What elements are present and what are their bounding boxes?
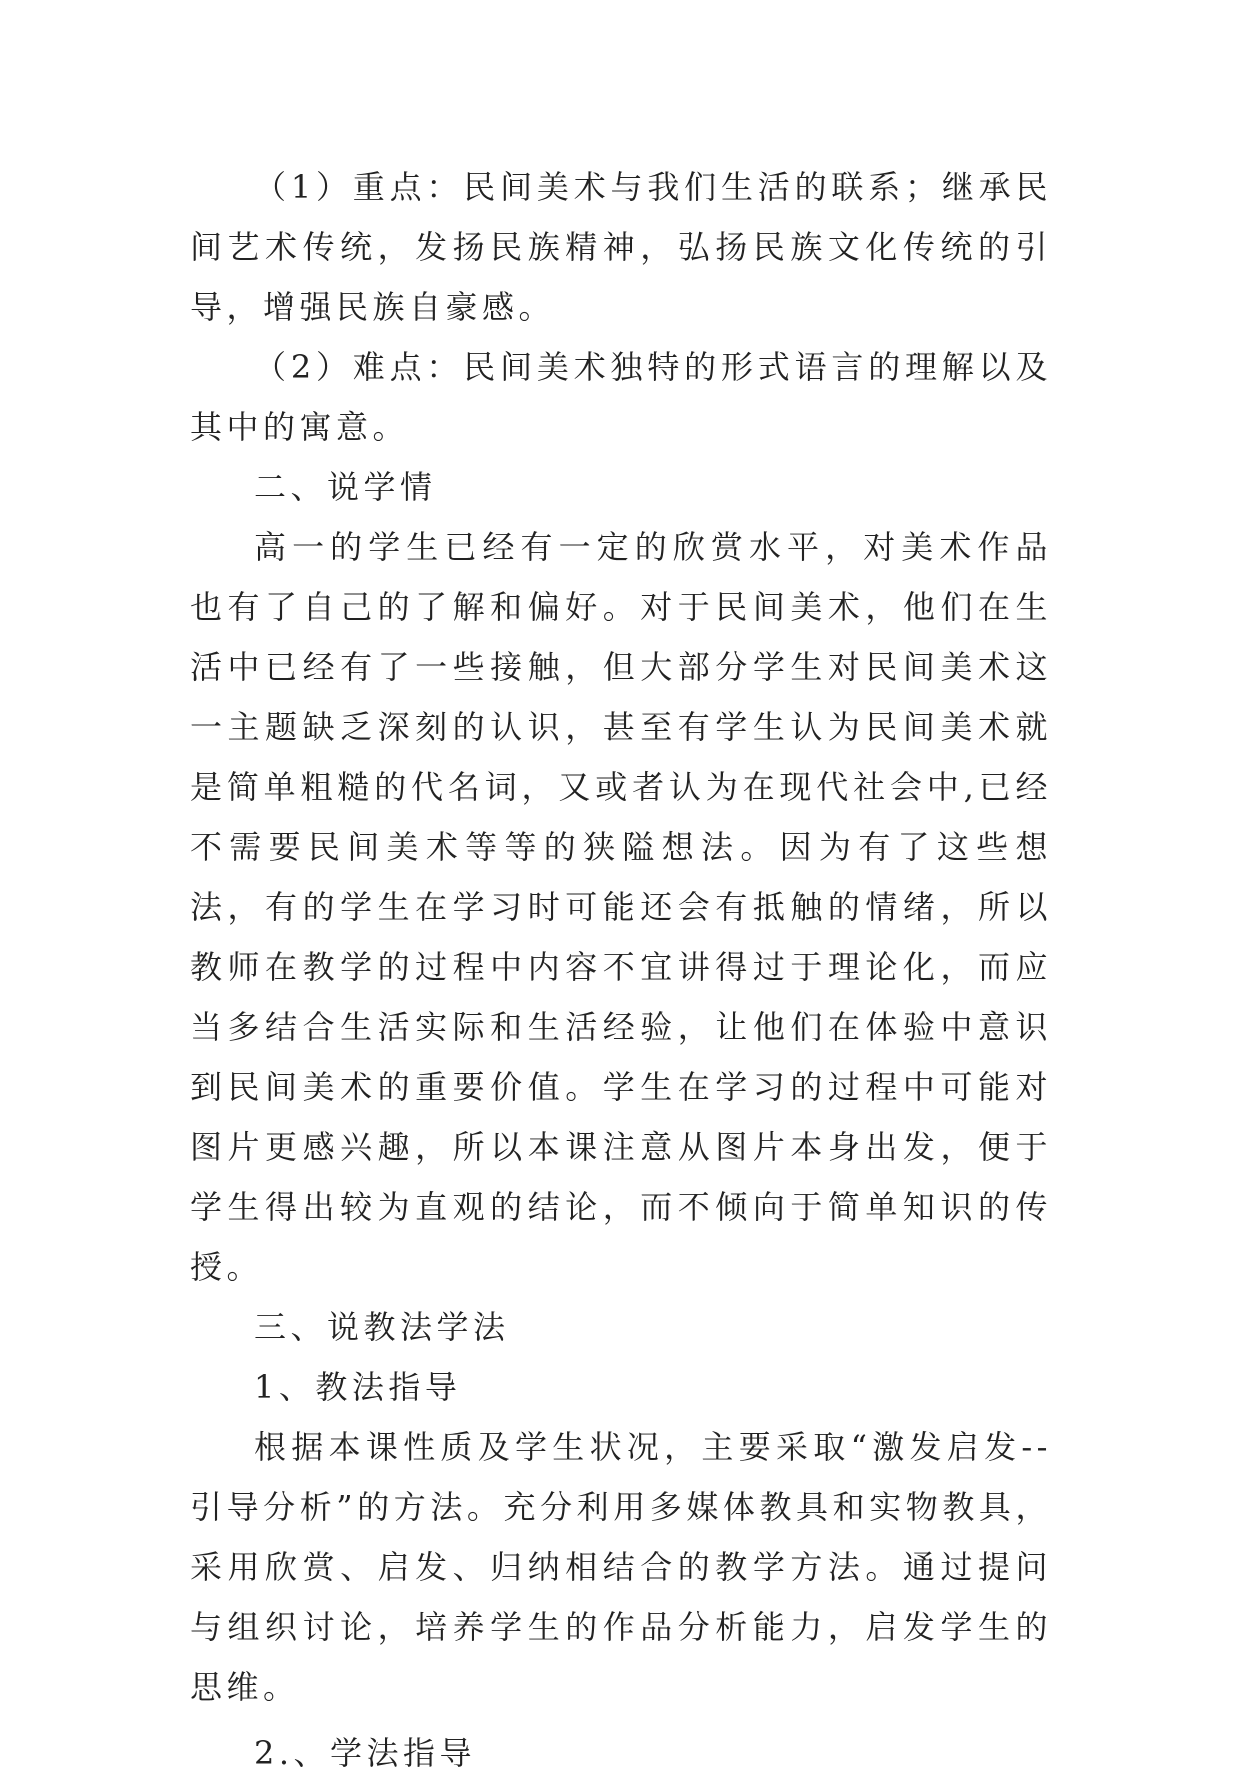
subheading-teaching-guidance: 1、教法指导 (254, 1368, 462, 1406)
paragraph-student-analysis: 高一的学生已经有一定的欣赏水平，对美术作品也有了自己的了解和偏好。对于民间美术，他们在生活中已经有了一些接触，但大部分学生对民间美术这一主题缺乏深刻的认识，甚至有学生认为民间美术就是简单粗糙的代名词，又或者认为在现代社会中,已经不需要民间美术等等的狭隘想法。因为有了这些想法，有的学生在学习时可能还会有抵触的情绪，所以教师在教学的过程中内容不宜讲得过于理论化，而应当多结合生活实际和生活经验，让他们在体验中意识到民间美术的重要价值。学生在学习的过程中可能对图片更感兴趣，所以本课注意从图片本身出发，便于学生得出较为直观的结论，而不倾向于简单知识的传授。 (190, 528, 1052, 1286)
paragraph-key-points: （1）重点：民间美术与我们生活的联系；继承民间艺术传统，发扬民族精神，弘扬民族文化传统的引导，增强民族自豪感。 (190, 168, 1052, 326)
section-heading-teaching-methods: 三、说教法学法 (254, 1308, 510, 1346)
section-heading-student-analysis: 二、说学情 (254, 468, 437, 506)
document-page (190, 157, 1052, 1783)
paragraph-difficulties: （2）难点：民间美术独特的形式语言的理解以及其中的寓意。 (190, 348, 1052, 446)
paragraph-teaching-guidance: 根据本课性质及学生状况，主要采取“激发启发--引导分析”的方法。充分利用多媒体教具和实物教具，采用欣赏、启发、归纳相结合的教学方法。通过提问与组织讨论，培养学生的作品分析能力，启发学生的思维。 (190, 1428, 1052, 1706)
subheading-learning-guidance: 2.、学法指导 (254, 1734, 477, 1772)
